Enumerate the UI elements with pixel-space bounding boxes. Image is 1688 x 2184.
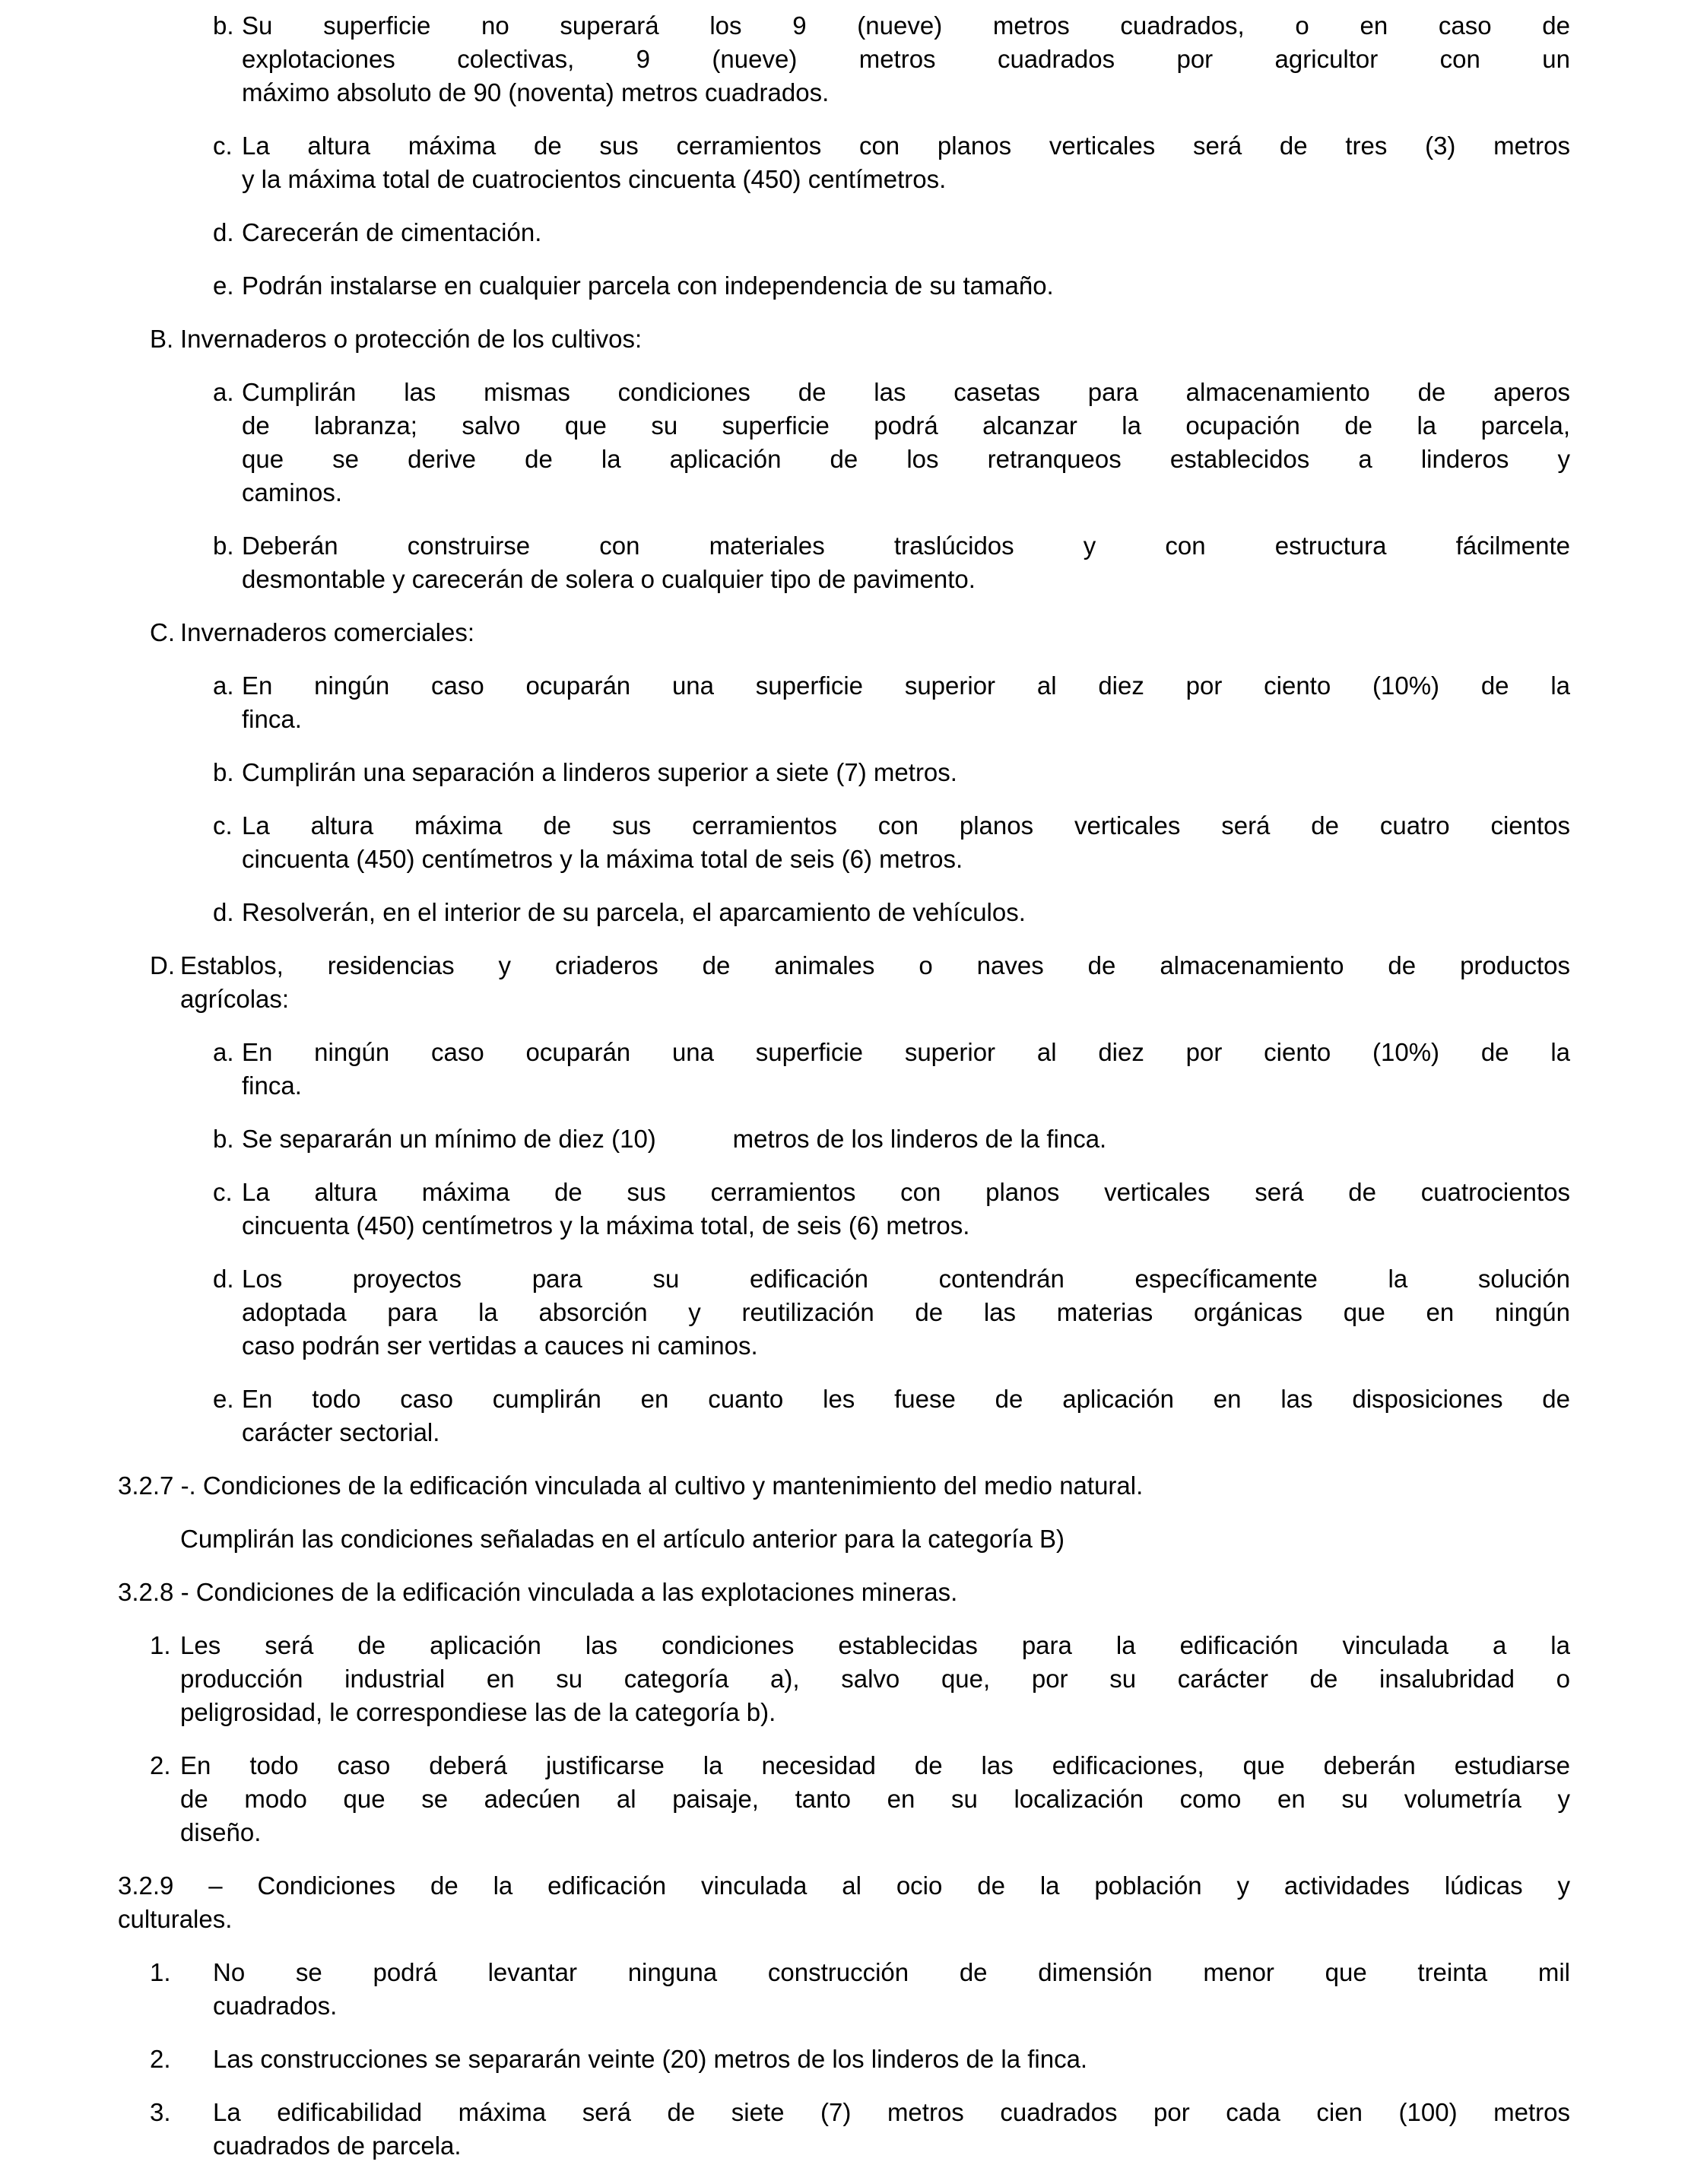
body-text	[242, 529, 1570, 596]
body-text	[180, 949, 1570, 1016]
list-marker: c.	[213, 132, 233, 160]
list-item	[213, 269, 1570, 303]
text-line: Cumplirán las mismas condiciones de las casetas para almacenamiento de aperos	[242, 378, 1570, 406]
body-text	[242, 756, 1570, 789]
text-line: carácter sectorial.	[242, 1418, 440, 1446]
body-text	[242, 809, 1570, 876]
text-line: culturales.	[118, 1905, 233, 1933]
list-item	[213, 529, 1570, 596]
body-text	[242, 9, 1570, 110]
text-line: Su superficie no superará los 9 (nueve) metros cuadrados, o en caso de	[242, 11, 1570, 40]
text-line: 3.2.7 -. Condiciones de la edificación vinculada al cultivo y mantenimiento del medio natural.	[118, 1471, 1144, 1500]
text-line: En todo caso deberá justificarse la necesidad de las edificaciones, que deberán estudiarse	[180, 1751, 1570, 1779]
text-line: diseño.	[180, 1818, 262, 1846]
text-line: peligrosidad, le correspondiese las de la categoría b).	[180, 1698, 776, 1726]
list-item	[213, 1262, 1570, 1363]
list-marker: C.	[150, 618, 175, 646]
text-line: agrícolas:	[180, 985, 290, 1013]
list-item	[150, 1629, 1570, 1729]
list-item	[150, 949, 1570, 1016]
list-marker: a.	[213, 1038, 234, 1066]
text-line: Podrán instalarse en cualquier parcela con independencia de su tamaño.	[242, 271, 1054, 300]
list-marker: c.	[213, 811, 233, 840]
text-line: caso podrán ser vertidas a cauces ni caminos.	[242, 1332, 758, 1360]
text-line: de labranza; salvo que su superficie podrá alcanzar la ocupación de la parcela,	[242, 411, 1570, 440]
body-text	[242, 269, 1570, 303]
text-line: cincuenta (450) centímetros y la máxima total, de seis (6) metros.	[242, 1211, 970, 1240]
list-marker: b.	[213, 758, 234, 786]
list-marker: e.	[213, 271, 234, 300]
list-marker: b.	[213, 532, 234, 560]
text-line: Invernaderos o protección de los cultivos:	[180, 325, 643, 353]
body-text	[242, 1382, 1570, 1449]
list-item	[213, 809, 1570, 876]
text-line: finca.	[242, 1071, 302, 1100]
text-line: máximo absoluto de 90 (noventa) metros cuadrados.	[242, 78, 830, 106]
text-line: En todo caso cumplirán en cuanto les fuese de aplicación en las disposiciones de	[242, 1385, 1570, 1413]
text-line: finca.	[242, 705, 302, 733]
text-line: 3.2.9 – Condiciones de la edificación vinculada al ocio de la población y actividades lúdicas y	[118, 1871, 1570, 1900]
list-item	[213, 1122, 1570, 1156]
list-marker: 2.	[150, 1751, 171, 1779]
section-heading	[118, 1469, 1570, 1503]
body-text	[213, 2043, 1570, 2076]
list-item	[150, 2043, 1570, 2076]
text-line: Deberán construirse con materiales traslúcidos y con estructura fácilmente	[242, 532, 1570, 560]
list-item	[213, 1036, 1570, 1103]
section-heading-text	[118, 1469, 1570, 1503]
text-line: Les será de aplicación las condiciones establecidas para la edificación vinculada a la	[180, 1631, 1570, 1659]
list-marker: b.	[213, 1125, 234, 1153]
section-heading	[118, 1576, 1570, 1609]
list-marker: b.	[213, 11, 234, 40]
paragraph	[180, 1522, 1570, 1556]
text-line: explotaciones colectivas, 9 (nueve) metros cuadrados por agricultor con un	[242, 45, 1570, 73]
body-text	[180, 1629, 1570, 1729]
list-marker: 1.	[150, 1631, 171, 1659]
text-line: La edificabilidad máxima será de siete (7) metros cuadrados por cada cien (100) metros	[213, 2098, 1570, 2126]
text-line: y la máxima total de cuatrocientos cincuenta (450) centímetros.	[242, 165, 947, 193]
body-text	[213, 1956, 1570, 2023]
body-text	[242, 216, 1570, 249]
text-line: La altura máxima de sus cerramientos con planos verticales será de cuatro cientos	[242, 811, 1570, 840]
list-item	[150, 2096, 1570, 2163]
list-item	[213, 129, 1570, 196]
list-item	[213, 1176, 1570, 1243]
text-line: caminos.	[242, 478, 343, 506]
body-text	[242, 669, 1570, 736]
text-line: No se podrá levantar ninguna construcción de dimensión menor que treinta mil	[213, 1958, 1570, 1986]
body-text	[213, 2096, 1570, 2163]
list-marker: a.	[213, 671, 234, 700]
text-line: cincuenta (450) centímetros y la máxima total de seis (6) metros.	[242, 845, 963, 873]
text-line: Establos, residencias y criaderos de animales o naves de almacenamiento de productos	[180, 951, 1570, 979]
text-line: 3.2.8 - Condiciones de la edificación vinculada a las explotaciones mineras.	[118, 1578, 958, 1606]
body-text	[242, 1036, 1570, 1103]
list-marker: d.	[213, 898, 234, 926]
document-content	[118, 9, 1570, 2163]
list-item	[213, 1382, 1570, 1449]
text-line: Cumplirán una separación a linderos superior a siete (7) metros.	[242, 758, 957, 786]
text-line: Cumplirán las condiciones señaladas en el artículo anterior para la categoría B)	[180, 1525, 1065, 1553]
text-line: La altura máxima de sus cerramientos con planos verticales será de tres (3) metros	[242, 132, 1570, 160]
section-heading-text	[118, 1576, 1570, 1609]
text-line: Invernaderos comerciales:	[180, 618, 475, 646]
list-item	[150, 1749, 1570, 1849]
list-marker: a.	[213, 378, 234, 406]
body-text	[242, 376, 1570, 509]
list-item	[150, 1956, 1570, 2023]
text-line: Resolverán, en el interior de su parcela, el aparcamiento de vehículos.	[242, 898, 1026, 926]
text-line: de modo que se adecúen al paisaje, tanto en su localización como en su volumetría y	[180, 1785, 1570, 1813]
text-line: Los proyectos para su edificación contendrán específicamente la solución	[242, 1265, 1570, 1293]
text-line: En ningún caso ocuparán una superficie superior al diez por ciento (10%) de la	[242, 1038, 1570, 1066]
text-line: La altura máxima de sus cerramientos con planos verticales será de cuatrocientos	[242, 1178, 1570, 1206]
body-text	[242, 1122, 1570, 1156]
text-line: En ningún caso ocuparán una superficie superior al diez por ciento (10%) de la	[242, 671, 1570, 700]
list-item	[213, 376, 1570, 509]
list-item	[213, 896, 1570, 929]
text-line: Las construcciones se separarán veinte (20) metros de los linderos de la finca.	[213, 2045, 1088, 2073]
list-marker: 2.	[150, 2045, 171, 2073]
body-text	[180, 1749, 1570, 1849]
list-item	[213, 216, 1570, 249]
body-text	[180, 616, 1570, 649]
body-text	[242, 896, 1570, 929]
body-text	[180, 322, 1570, 356]
list-marker: d.	[213, 1265, 234, 1293]
text-line: Se separarán un mínimo de diez (10) metros de los linderos de la finca.	[242, 1125, 1107, 1153]
list-marker: c.	[213, 1178, 233, 1206]
text-line: desmontable y carecerán de solera o cualquier tipo de pavimento.	[242, 565, 976, 593]
list-item	[213, 669, 1570, 736]
list-marker: 3.	[150, 2098, 171, 2126]
section-heading	[118, 1869, 1570, 1936]
text-line: adoptada para la absorción y reutilización de las materias orgánicas que en ningún	[242, 1298, 1570, 1326]
list-marker: B.	[150, 325, 174, 353]
list-item	[213, 756, 1570, 789]
text-line: cuadrados de parcela.	[213, 2132, 462, 2160]
text-line: que se derive de la aplicación de los retranqueos establecidos a linderos y	[242, 445, 1570, 473]
list-item	[150, 616, 1570, 649]
list-marker: e.	[213, 1385, 234, 1413]
list-marker: 1.	[150, 1958, 171, 1986]
list-item	[213, 9, 1570, 110]
list-marker: d.	[213, 218, 234, 246]
body-text	[242, 1262, 1570, 1363]
text-line: Carecerán de cimentación.	[242, 218, 542, 246]
text-line: cuadrados.	[213, 1992, 338, 2020]
text-line: producción industrial en su categoría a), salvo que, por su carácter de insalubridad o	[180, 1665, 1570, 1693]
body-text	[242, 129, 1570, 196]
body-text	[242, 1176, 1570, 1243]
list-marker: D.	[150, 951, 175, 979]
body-text	[180, 1522, 1570, 1556]
section-heading-text	[118, 1869, 1570, 1936]
list-item	[150, 322, 1570, 356]
